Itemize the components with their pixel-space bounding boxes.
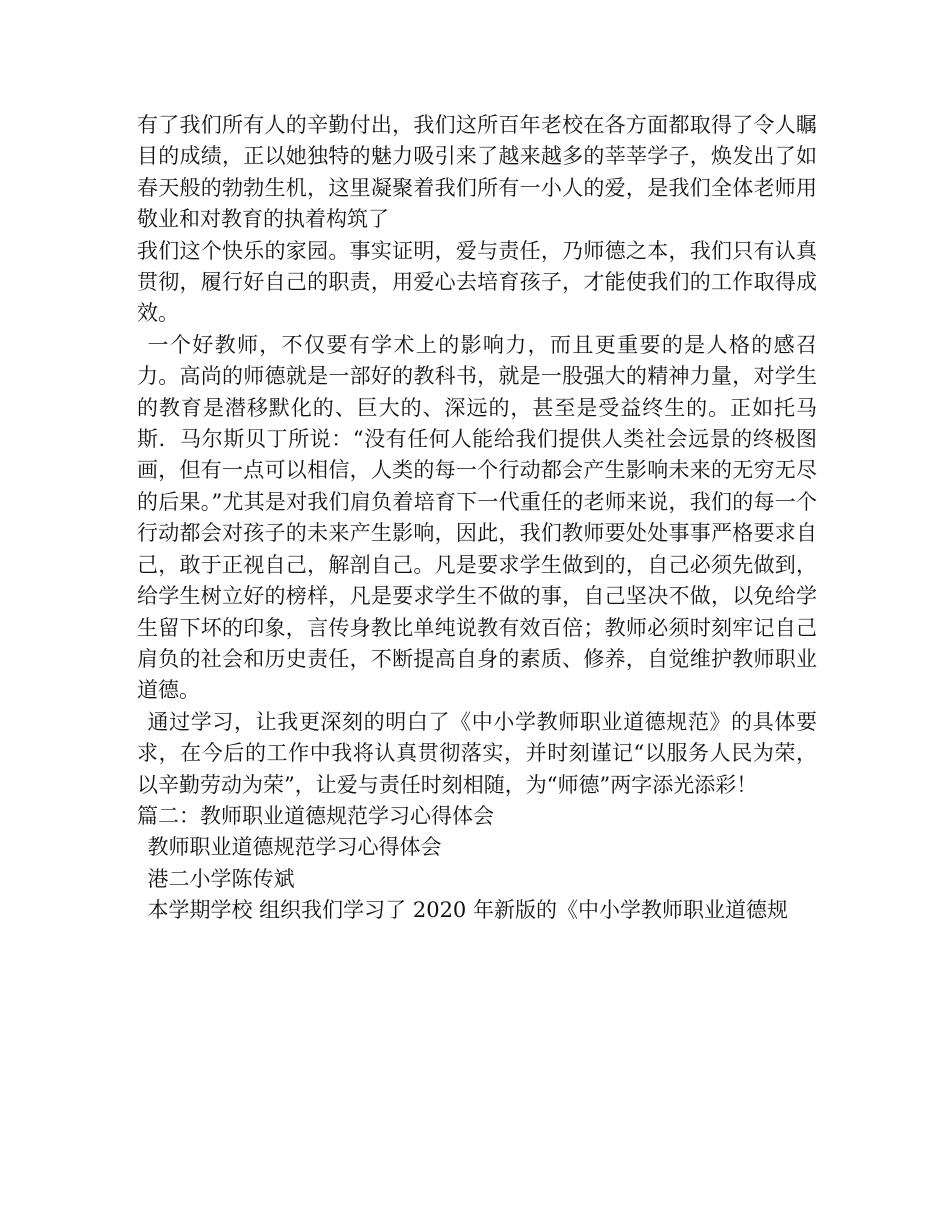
document-page <box>137 110 817 927</box>
paragraph-3: 一个好教师，不仅要有学术上的影响力，而且更重要的是人格的感召力。高尚的师德就是一部好的教科书，就是一股强大的精神力量，对学生的教育是潜移默化的、巨大的、深远的，甚至是受益终生的。正如托马斯．马尔斯贝丁所说：“没有任何人能给我们提供人类社会远景的终极图画，但有一点可以相信，人类的每一个行动都会产生影响未来的无穷无尽的后果。”尤其是对我们肩负着培育下一代重任的老师来说，我们的每一个行动都会对孩子的未来产生影响，因此，我们教师要处处事事严格要求自己，敢于正视自己，解剖自己。凡是要求学生做到的，自己必须先做到，给学生树立好的榜样，凡是要求学生不做的事，自己坚决不做，以免给学生留下坏的印象，言传身教比单纯说教有效百倍；教师必须时刻牢记自己肩负的社会和历史责任，不断提高自身的素质、修养，自觉维护教师职业道德。 <box>137 332 817 703</box>
paragraph-4: 通过学习，让我更深刻的明白了《中小学教师职业道德规范》的具体要求，在今后的工作中我将认真贯彻落实，并时刻谨记“以服务人民为荣，以辛勤劳动为荣”，让爱与责任时刻相随，为“师德”两字添光添彩！ <box>137 709 817 797</box>
article-title: 教师职业道德规范学习心得体会 <box>147 835 442 860</box>
section-heading: 篇二：教师职业道德规范学习心得体会 <box>137 803 494 828</box>
last-paragraph: 本学期学校 组织我们学习了 2020 年新版的《中小学教师职业道德规 <box>147 898 788 923</box>
paragraph-1: 有了我们所有人的辛勤付出，我们这所百年老校在各方面都取得了令人瞩目的成绩，正以她独特的魅力吸引来了越来越多的莘莘学子，焕发出了如春天般的勃勃生机，这里凝聚着我们所有一小人的爱，是我们全体老师用敬业和对教育的执着构筑了 <box>137 113 817 232</box>
paragraph-2: 我们这个快乐的家园。事实证明，爱与责任，乃师德之本，我们只有认真贯彻，履行好自己的职责，用爱心去培育孩子，才能使我们的工作取得成效。 <box>137 238 817 326</box>
author-line: 港二小学陈传斌 <box>147 866 295 891</box>
